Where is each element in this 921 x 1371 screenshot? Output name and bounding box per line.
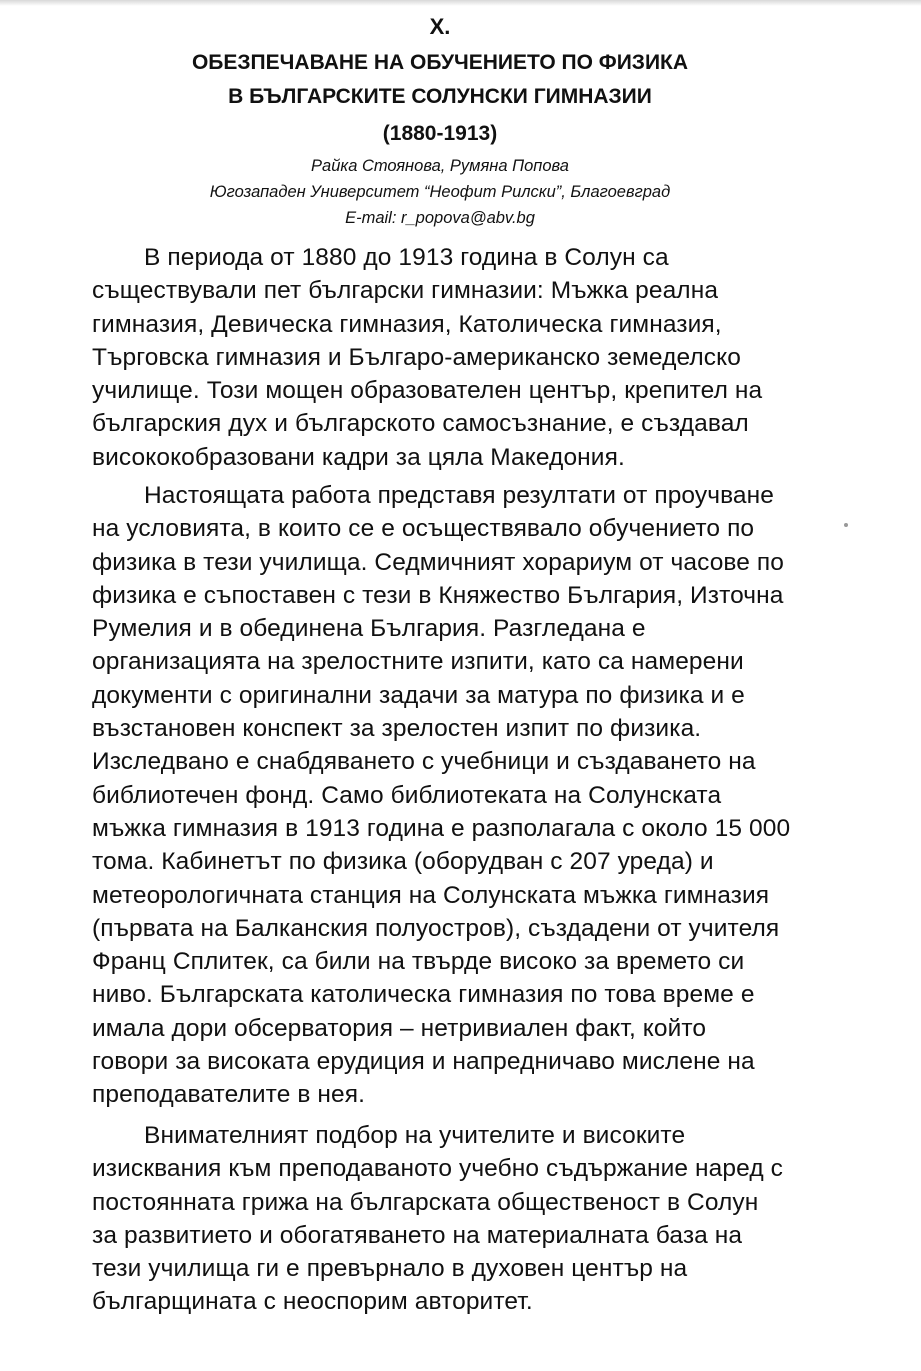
scan-speck xyxy=(844,523,848,527)
paragraph-line: организацията на зрелостните изпити, като са намерени xyxy=(92,648,744,676)
paragraph-line: българщината с неоспорим авторитет. xyxy=(92,1288,533,1316)
paragraph-line: на условията, в които се е осъществявало обучението по xyxy=(92,515,755,543)
paragraph-line: училище. Този мощен образователен център, крепител на xyxy=(92,377,763,405)
paragraph-3 xyxy=(92,1119,882,1319)
paragraph-line: ниво. Българската католическа гимназия по това време е xyxy=(92,981,755,1009)
paragraph-line: физика в тези училища. Седмичният хорариум от часове по xyxy=(92,548,785,576)
paragraph-line: постоянната грижа на българската общественост в Солун xyxy=(92,1188,759,1216)
article-title xyxy=(0,46,880,114)
paragraph-line: (първата на Балканския полуостров), създадени от учителя xyxy=(92,914,780,942)
email: E-mail: r_popova@abv.bg xyxy=(345,209,535,227)
paragraph-line: Франц Сплитек, са били на твърде високо за времето си xyxy=(92,948,745,976)
section-number: X. xyxy=(429,14,451,39)
paragraph-line: тома. Кабинетът по физика (оборудван с 207 уреда) и xyxy=(92,848,714,876)
paragraph-line: възстановен конспект за зрелостен изпит по физика. xyxy=(92,715,702,743)
paragraph-line: библиотечен фонд. Само библиотеката на Солунската xyxy=(92,781,722,809)
article-meta xyxy=(0,153,880,231)
paragraph-line: съществували пет български гимназии: Мъжка реална xyxy=(92,277,719,305)
paragraph-line: висококобразовани кадри за цяла Македония. xyxy=(92,443,625,471)
paragraph-line: Внимателният подбор на учителите и високите xyxy=(144,1122,686,1149)
paragraph-line: имала дори обсерватория – нетривиален факт, който xyxy=(92,1014,707,1042)
paragraph-line: документи с оригинални задачи за матура по физика и е xyxy=(92,681,745,709)
paragraph-line: метеорологичната станция на Солунската мъжка гимназия xyxy=(92,881,770,909)
paragraph-line: говори за високата ерудиция и напредничаво мислене на xyxy=(92,1048,755,1076)
paragraph-line: за развитието и обогатяването на материалната база на xyxy=(92,1221,743,1249)
paragraph-line: физика е съпоставен с тези в Княжество България, Източна xyxy=(92,581,784,609)
article-title-line-1: ОБЕЗПЕЧАВАНЕ НА ОБУЧЕНИЕТО ПО ФИЗИКА xyxy=(191,51,689,74)
article-years: (1880-1913) xyxy=(382,122,498,145)
paragraph-line: Изследвано е снабдяването с учебници и създаването на xyxy=(92,748,756,776)
paragraph-line: преподавателите в нея. xyxy=(92,1081,365,1109)
paragraph-line: Търговска гимназия и Българо-американско земеделско xyxy=(92,343,741,371)
paragraph-2 xyxy=(92,479,882,1112)
paragraph-line: българския дух и българското самосъзнание, е създавал xyxy=(92,410,749,438)
affiliation: Югозападен Университет “Неофит Рилски”, Благоевград xyxy=(209,183,671,201)
paragraph-line: гимназия, Девическа гимназия, Католическа гимназия, xyxy=(92,310,722,338)
paragraph-line: Румелия и в обединена България. Разгледана е xyxy=(92,615,646,643)
paragraph-line: тези училища ги е превърнало в духовен център на xyxy=(92,1255,688,1283)
paragraph-line: мъжка гимназия в 1913 година е разполагала с около 15 000 xyxy=(92,814,791,842)
paragraph-1 xyxy=(92,241,882,474)
paragraph-line: В периода от 1880 до 1913 година в Солун са xyxy=(144,244,669,271)
paragraph-line: Настоящата работа представя резултати от проучване xyxy=(144,482,775,509)
article-title-line-2: В БЪЛГАРСКИТЕ СОЛУНСКИ ГИМНАЗИИ xyxy=(228,85,652,108)
paragraph-line: изисквания към преподаваното учебно съдържание наред с xyxy=(92,1155,783,1183)
authors: Райка Стоянова, Румяна Попова xyxy=(311,157,569,175)
scan-edge-shadow xyxy=(0,0,921,6)
